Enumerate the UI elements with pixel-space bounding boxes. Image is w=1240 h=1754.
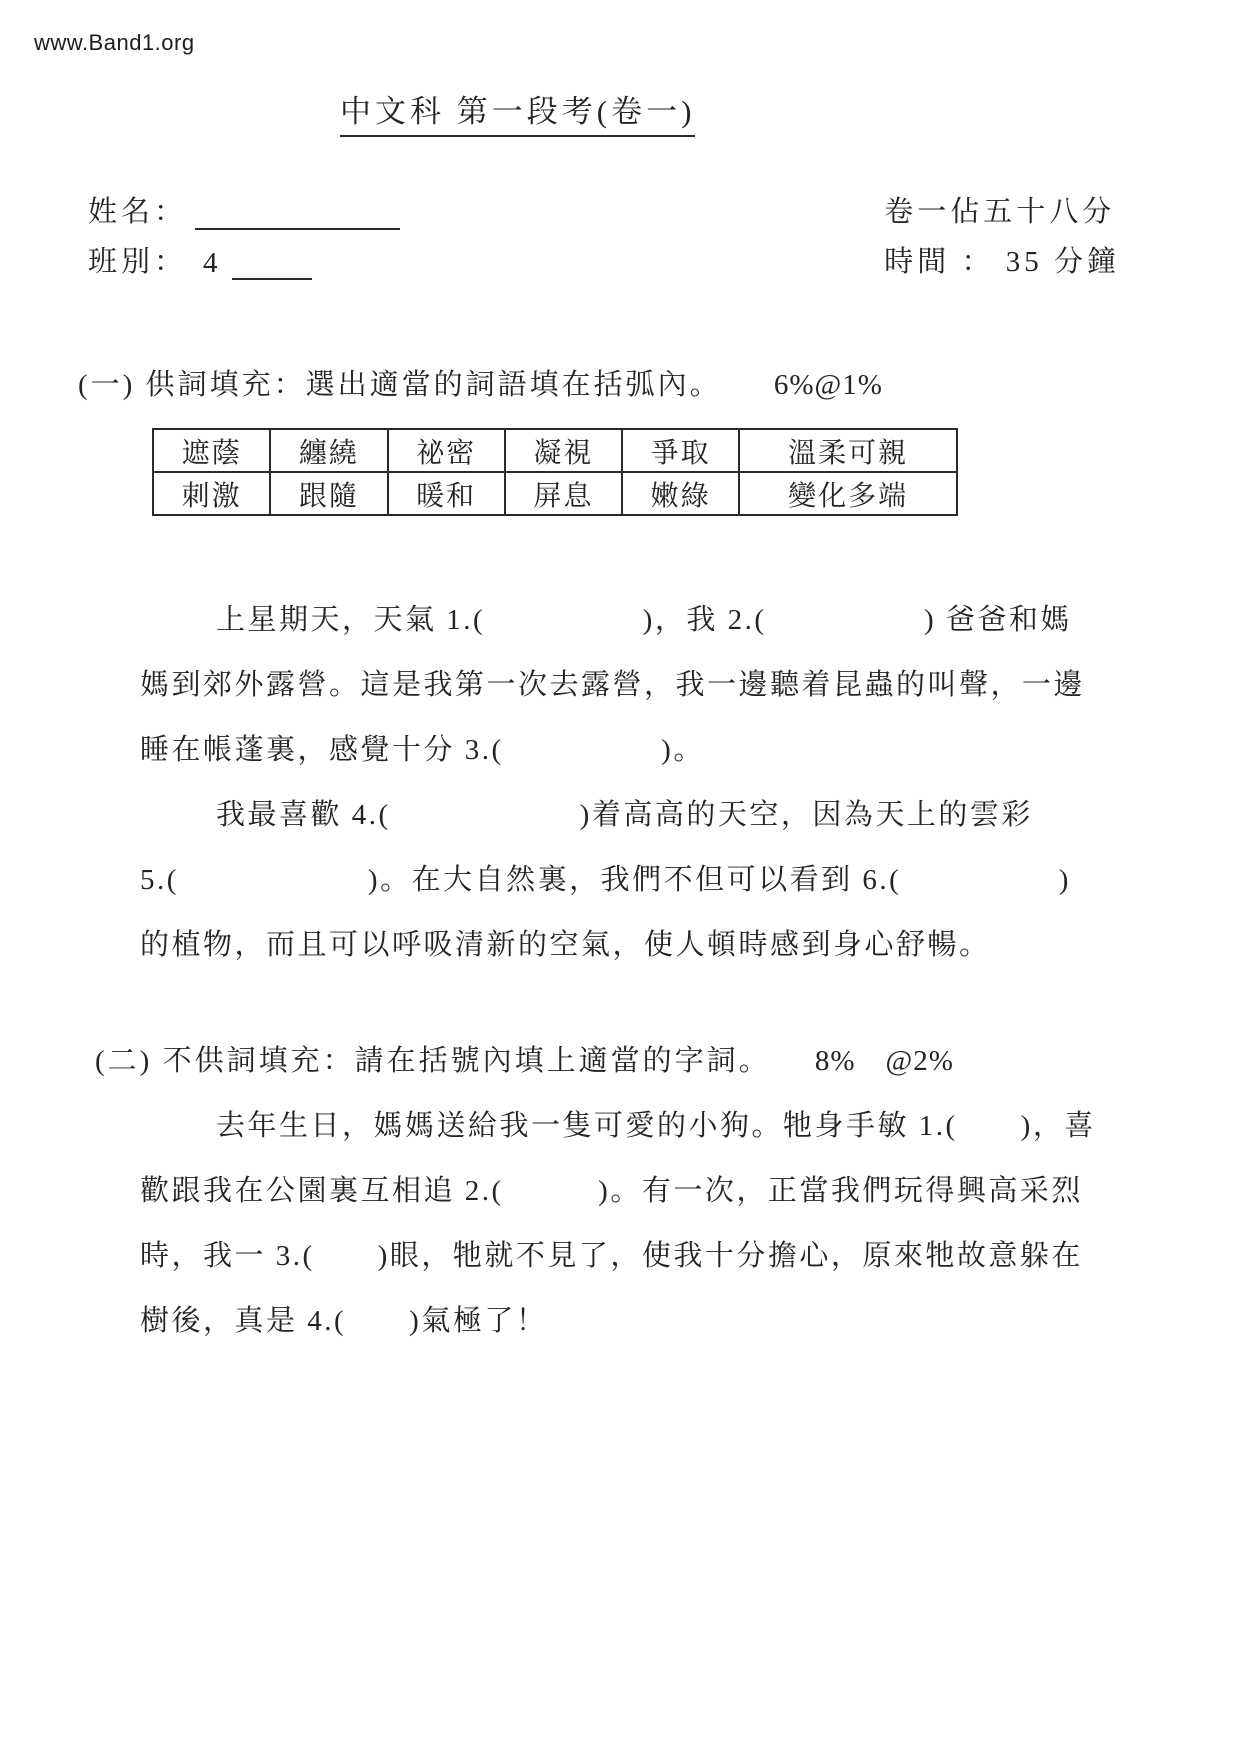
- word-cell: 跟隨: [270, 472, 387, 515]
- section1-marks: 6%@1%: [773, 369, 883, 401]
- passage-line: 5.( )。在大自然裏，我們不但可以看到 6.( ): [140, 864, 1071, 896]
- name-label: 姓名：: [88, 196, 188, 228]
- word-cell: 屏息: [505, 472, 622, 515]
- passage-line: 媽到郊外露營。這是我第一次去露營，我一邊聽着昆蟲的叫聲，一邊: [140, 669, 1086, 701]
- section1-heading-row: [78, 362, 883, 403]
- section2-marks: 8% @2%: [814, 1045, 954, 1077]
- word-cell: 爭取: [622, 429, 739, 472]
- watermark-url: www.Band1.org: [34, 30, 195, 55]
- passage-line: 睡在帳蓬裏，感覺十分 3.( )。: [140, 734, 705, 766]
- student-info-block: [88, 180, 400, 280]
- class-row: [88, 230, 400, 280]
- section1-heading: (一) 供詞填充：選出適當的詞語填在括弧內。: [78, 369, 722, 401]
- word-cell: 凝視: [505, 429, 622, 472]
- title-wrap: [340, 86, 695, 131]
- word-bank-table: [152, 428, 958, 516]
- name-row: [88, 180, 400, 230]
- word-cell: 纏繞: [270, 429, 387, 472]
- passage-line: 我最喜歡 4.( )着高高的天空，因為天上的雲彩: [216, 799, 1033, 831]
- header-info-row: [88, 180, 1120, 280]
- word-bank-row: [153, 429, 957, 472]
- class-label: 班別：: [88, 246, 188, 278]
- class-number: 4: [203, 247, 218, 279]
- section2-heading: (二) 不供詞填充：請在括號內填上適當的字詞。: [95, 1045, 771, 1077]
- passage-line: 上星期天，天氣 1.( )，我 2.( ) 爸爸和媽: [216, 604, 1072, 636]
- passage-line: 時，我一 3.( )眼，牠就不見了，使我十分擔心，原來牠故意躲在: [140, 1240, 1083, 1272]
- word-cell: 遮蔭: [153, 429, 270, 472]
- paper-score-row: [884, 180, 1120, 230]
- section2-heading-row: [95, 1038, 954, 1079]
- word-cell: 嫩綠: [622, 472, 739, 515]
- time-row: [884, 230, 1120, 280]
- passage-line: 歡跟我在公園裏互相追 2.( )。有一次，正當我們玩得興高采烈: [140, 1175, 1083, 1207]
- paper-score: 卷一佔五十八分: [884, 196, 1116, 228]
- section1-passage: [140, 588, 1130, 978]
- passage-line: 樹後，真是 4.( )氣極了！: [140, 1305, 548, 1337]
- paper-info-block: [884, 180, 1120, 280]
- passage-line: 的植物，而且可以呼吸清新的空氣，使人頓時感到身心舒暢。: [140, 929, 991, 961]
- passage-line: 去年生日，媽媽送給我一隻可愛的小狗。牠身手敏 1.( )，喜: [216, 1110, 1096, 1142]
- word-bank-row: [153, 472, 957, 515]
- page-title: 中文科 第一段考(卷一): [340, 94, 695, 137]
- time-info: 時間 ： 35 分鐘: [884, 246, 1120, 278]
- class-blank-line: [232, 252, 312, 280]
- name-blank-line: [195, 202, 400, 230]
- word-cell: 刺激: [153, 472, 270, 515]
- word-cell: 暖和: [388, 472, 505, 515]
- word-cell: 變化多端: [739, 472, 957, 515]
- word-cell: 祕密: [388, 429, 505, 472]
- word-cell: 溫柔可親: [739, 429, 957, 472]
- section2-passage: [140, 1094, 1130, 1354]
